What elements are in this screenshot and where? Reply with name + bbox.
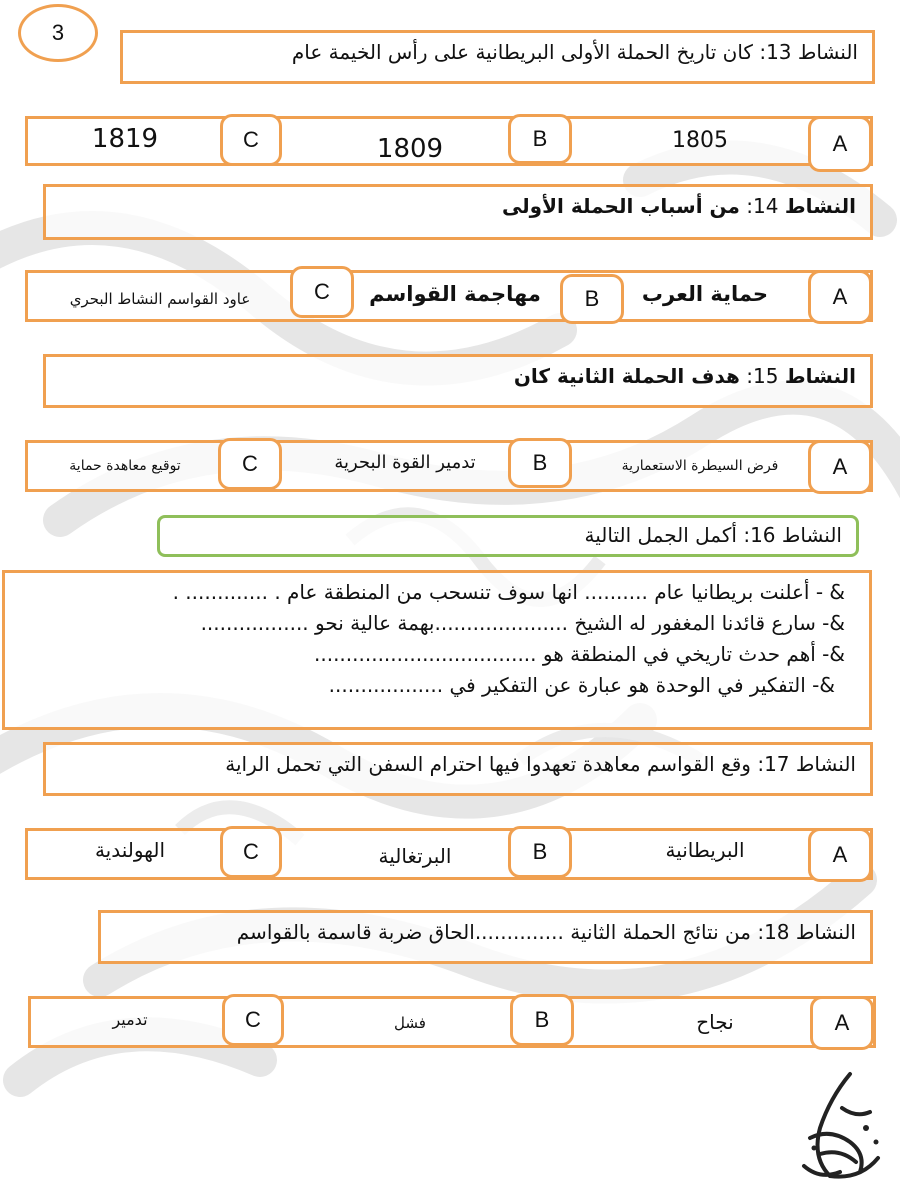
q17-option-a-text[interactable]: البريطانية xyxy=(665,838,745,862)
q13-option-a-text[interactable]: 1805 xyxy=(672,128,728,153)
fill-line-1: & - أعلنت بريطانيا عام .......... انها سوف تنسحب من المنطقة عام . ............. . xyxy=(172,580,845,604)
question-14-box xyxy=(43,184,873,240)
fill-line-4: &- التفكير في الوحدة هو عبارة عن التفكير في .................. xyxy=(328,673,835,697)
question-14-prefix: النشاط xyxy=(784,194,856,218)
q15-option-c-pill[interactable]: C xyxy=(218,438,282,490)
fill-in-the-blanks-box xyxy=(2,570,872,730)
q13-option-c-text[interactable]: 1819 xyxy=(91,124,159,154)
calligraphy-logo xyxy=(790,1068,890,1186)
question-18-number: 18: xyxy=(757,920,790,944)
fill-line-2: &- سارع قائدنا المغفور له الشيخ .....................بهمة عالية نحو ................. xyxy=(200,611,845,635)
q13-option-c-pill[interactable]: C xyxy=(220,114,282,166)
question-17-text: وقع القواسم معاهدة تعهدوا فيها احترام السفن التي تحمل الراية xyxy=(225,752,751,776)
q18-option-a-text[interactable]: نجاح xyxy=(696,1010,734,1034)
question-14-text: من أسباب الحملة الأولى xyxy=(501,194,740,218)
q14-option-a-pill[interactable]: A xyxy=(808,270,872,324)
q15-option-b-text[interactable]: تدمير القوة البحرية xyxy=(334,452,476,473)
q17-option-b-pill[interactable]: B xyxy=(508,826,572,878)
question-17-box xyxy=(43,742,873,796)
question-18-text: من نتائج الحملة الثانية ..............الحاق ضربة قاسمة بالقواسم xyxy=(236,920,751,944)
question-15-prefix: النشاط xyxy=(784,364,856,388)
q14-option-b-pill[interactable]: B xyxy=(560,274,624,324)
fill-line-3: &- أهم حدث تاريخي في المنطقة هو ................................... xyxy=(314,642,845,666)
q18-option-c-text[interactable]: تدمير xyxy=(112,1010,148,1029)
q14-option-a-text[interactable]: حماية العرب xyxy=(641,282,769,306)
q15-option-c-text[interactable]: توقيع معاهدة حماية xyxy=(69,458,181,474)
q13-option-b-pill[interactable]: B xyxy=(508,114,572,164)
q14-option-b-text[interactable]: مهاجمة القواسم xyxy=(369,282,541,306)
q15-option-b-pill[interactable]: B xyxy=(508,438,572,488)
question-13-number: 13: xyxy=(759,40,792,64)
q17-option-c-text[interactable]: الهولندية xyxy=(94,838,166,862)
q13-option-b-text[interactable]: 1809 xyxy=(376,134,444,164)
question-13-box xyxy=(120,30,875,84)
question-14-number: 14: xyxy=(746,194,779,218)
q17-option-a-pill[interactable]: A xyxy=(808,828,872,882)
question-13-text: كان تاريخ الحملة الأولى البريطانية على رأس الخيمة عام xyxy=(291,40,753,64)
question-16-number: 16: xyxy=(743,523,776,547)
question-18-prefix: النشاط xyxy=(795,920,856,944)
q14-option-c-text[interactable]: عاود القواسم النشاط البحري xyxy=(69,290,251,308)
question-16-prefix: النشاط xyxy=(781,523,842,547)
question-17-prefix: النشاط xyxy=(795,752,856,776)
q17-option-c-pill[interactable]: C xyxy=(220,826,282,878)
q18-option-a-pill[interactable]: A xyxy=(810,996,874,1050)
q18-option-c-pill[interactable]: C xyxy=(222,994,284,1046)
question-15-text: هدف الحملة الثانية كان xyxy=(513,364,740,388)
q17-option-b-text[interactable]: البرتغالية xyxy=(378,844,452,868)
q15-option-a-pill[interactable]: A xyxy=(808,440,872,494)
question-18-box xyxy=(98,910,873,964)
question-16-box xyxy=(157,515,859,557)
question-16-text: أكمل الجمل التالية xyxy=(584,523,737,547)
question-13-prefix: النشاط xyxy=(797,40,858,64)
question-15-number: 15: xyxy=(746,364,779,388)
q15-option-a-text[interactable]: فرض السيطرة الاستعمارية xyxy=(621,458,779,474)
q18-option-b-text[interactable]: فشل xyxy=(394,1014,426,1032)
q14-option-c-pill[interactable]: C xyxy=(290,266,354,318)
question-15-box xyxy=(43,354,873,408)
q18-option-b-pill[interactable]: B xyxy=(510,994,574,1046)
question-17-number: 17: xyxy=(757,752,790,776)
page-number-badge: 3 xyxy=(18,4,98,62)
q13-option-a-pill[interactable]: A xyxy=(808,116,872,172)
